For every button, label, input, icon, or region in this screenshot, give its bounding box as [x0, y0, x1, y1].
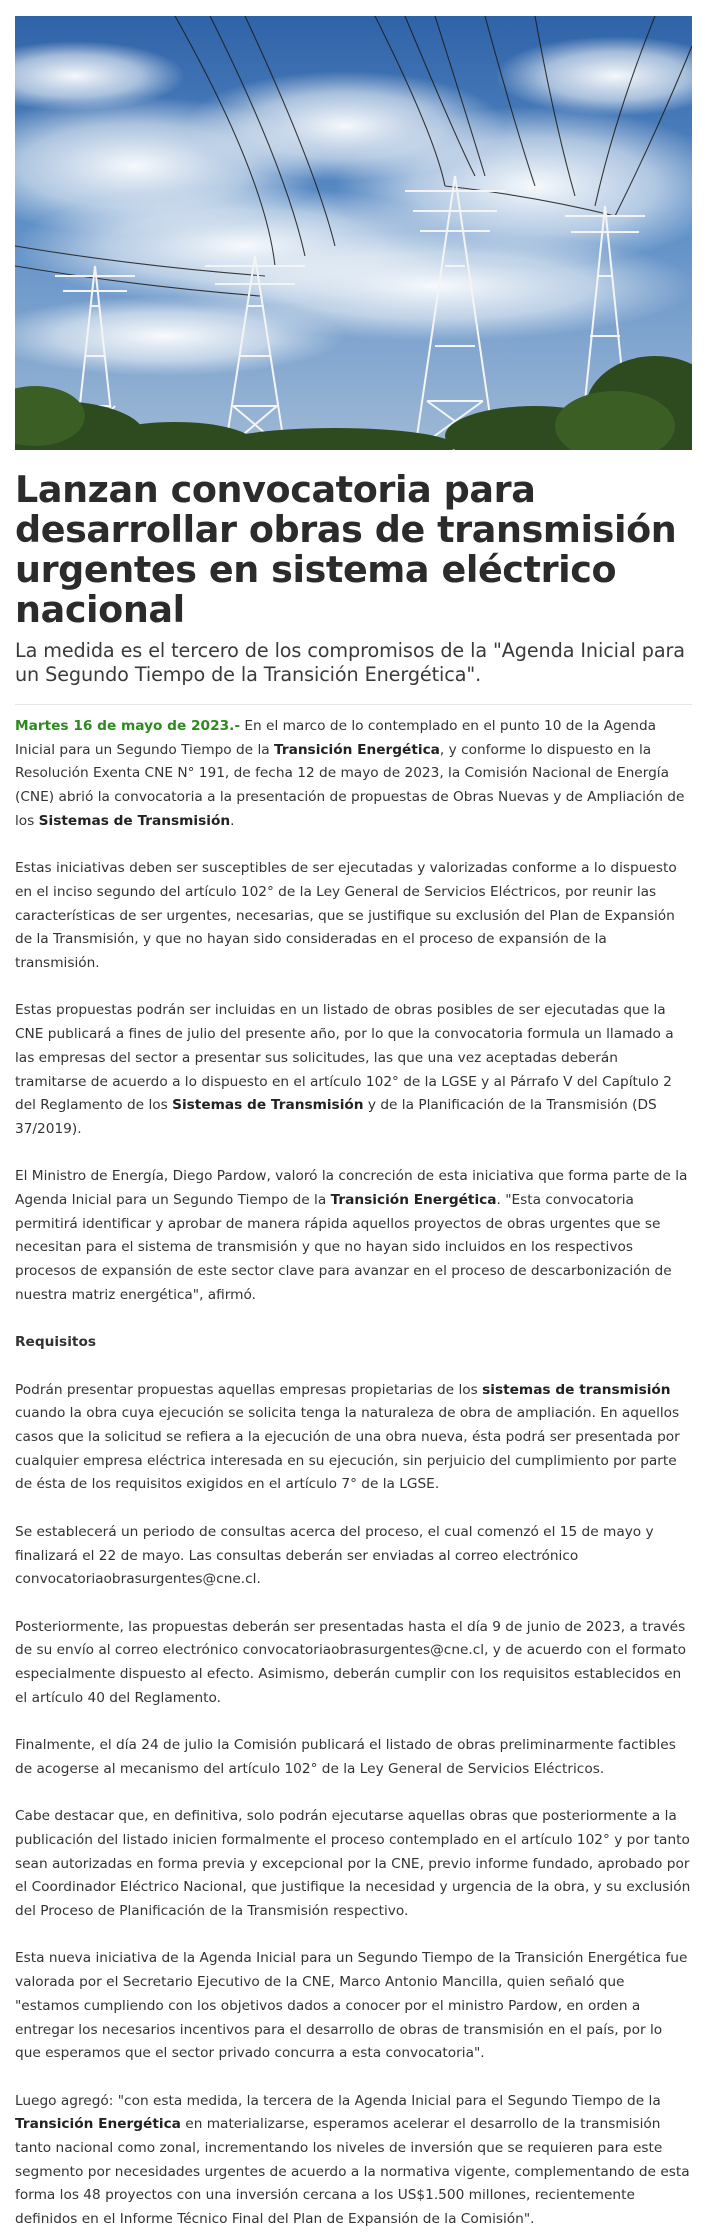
- article-subtitle: La medida es el tercero de los compromisos de la "Agenda Inicial para un Segundo Tiempo de la Transición Energética".: [15, 639, 685, 686]
- paragraph-3: Estas propuestas podrán ser incluidas en un listado de obras posibles de ser ejecutadas que la CNE publicará a fines de julio del presente año, por lo que la convocatoria formula un llamado a las empresas del sector a presentar sus solicitudes, las que una vez aceptadas deberán tramitarse de acuerdo a lo dispuesto en el artículo 102° de la LGSE y al Párrafo V del Capítulo 2 del Reglamento de los Sistemas de Transmisión y de la Planificación de la Transmisión (DS 37/2019).: [15, 1002, 674, 1137]
- news-article: [15, 16, 692, 2232]
- article-body: [15, 715, 692, 2232]
- paragraph-9: Cabe destacar que, en definitiva, solo podrán ejecutarse aquellas obras que posteriormente a la publicación del listado inicien formalmente el proceso contemplado en el artículo 102° y por tanto sean autorizadas en forma previa y excepcional por la CNE, previo informe fundado, aprobado por el Coordinador Eléctrico Nacional, que justifique la necesidad y urgencia de la obra, y su exclusión del Proceso de Planificación de la Transmisión respectivo.: [15, 1808, 691, 1920]
- paragraph-8: Finalmente, el día 24 de julio la Comisión publicará el listado de obras preliminarmente factibles de acogerse al mecanismo del artículo 102° de la Ley General de Servicios Eléctricos.: [15, 1737, 676, 1777]
- paragraph-10: Esta nueva iniciativa de la Agenda Inicial para un Segundo Tiempo de la Transición Energética fue valorada por el Secretario Ejecutivo de la CNE, Marco Antonio Mancilla, quien señaló que "estamos cumpliendo con los objetivos dados a conocer por el ministro Pardow, en orden a entregar los necesarios incentivos para el desarrollo de obras de transmisión en el país, por lo que esperamos que el sector privado concurra a esta convocatoria".: [15, 1950, 688, 2062]
- paragraph-5: Podrán presentar propuestas aquellas empresas propietarias de los sistemas de transmisión cuando la obra cuya ejecución se solicita tenga la naturaleza de obra de ampliación. En aquellos casos que la solicitud se refiera a la ejecución de una obra nueva, ésta podrá ser presentada por cualquier empresa eléctrica interesada en su ejecución, sin perjuicio del cumplimiento por parte de ésta de los requisitos exigidos en el artículo 7° de la LGSE.: [15, 1381, 680, 1493]
- article-date: Martes 16 de mayo de 2023.-: [15, 718, 240, 734]
- hero-image: [15, 16, 692, 450]
- paragraph-1: Martes 16 de mayo de 2023.- En el marco de lo contemplado en el punto 10 de la Agenda Inicial para un Segundo Tiempo de la Transición Energética, y conforme lo dispuesto en la Resolución Exenta CNE N° 191, de fecha 12 de mayo de 2023, la Comisión Nacional de Energía (CNE) abrió la convocatoria a la presentación de propuestas de Obras Nuevas y de Ampliación de los Sistemas de Transmisión.: [15, 718, 685, 829]
- divider: [15, 704, 692, 705]
- article-title: Lanzan convocatoria para desarrollar obras de transmisión urgentes en sistema eléctrico nacional: [15, 468, 677, 631]
- section-heading-requisitos: Requisitos: [15, 1334, 96, 1351]
- paragraph-11: Luego agregó: "con esta medida, la tercera de la Agenda Inicial para el Segundo Tiempo de la Transición Energética en materializarse, esperamos acelerar el desarrollo de la transmisión tanto nacional como zonal, incrementando los niveles de inversión que se requieren para este segmento por necesidades urgentes de acuerdo a la normativa vigente, complementando de esta forma los 48 proyectos con una inversión cercana a los US$1.500 millones, recientemente definidos en el Informe Técnico Final del Plan de Expansión de la Comisión".: [15, 2092, 690, 2228]
- paragraph-4: El Ministro de Energía, Diego Pardow, valoró la concreción de esta iniciativa que forma parte de la Agenda Inicial para un Segundo Tiempo de la Transición Energética. "Esta convocatoria permitirá identificar y aprobar de manera rápida aquellos proyectos de obras urgentes que se necesitan para el sistema de transmisión y que no hayan sido incluidos en los respectivos procesos de expansión de este sector clave para avanzar en el proceso de descarbonización de nuestra matriz energética", afirmó.: [15, 1168, 688, 1303]
- paragraph-2: Estas iniciativas deben ser susceptibles de ser ejecutadas y valorizadas conforme a lo dispuesto en el inciso segundo del artículo 102° de la Ley General de Servicios Eléctricos, por reunir las características de ser urgentes, necesarias, que se justifique su exclusión del Plan de Expansión de la Transmisión, y que no hayan sido consideradas en el proceso de expansión de la transmisión.: [15, 860, 677, 972]
- clouds: [15, 36, 692, 376]
- paragraph-7: Posteriormente, las propuestas deberán ser presentadas hasta el día 9 de junio de 2023, a través de su envío al correo electrónico convocatoriaobrasurgentes@cne.cl, y de acuerdo con el formato especialmente dispuesto al efecto. Asimismo, deberán cumplir con los requisitos establecidos en el artículo 40 del Reglamento.: [15, 1618, 687, 1706]
- paragraph-6: Se establecerá un periodo de consultas acerca del proceso, el cual comenzó el 15 de mayo y finalizará el 22 de mayo. Las consultas deberán ser enviadas al correo electrónico convocatoriaobrasurgentes@cne.cl.: [15, 1523, 654, 1588]
